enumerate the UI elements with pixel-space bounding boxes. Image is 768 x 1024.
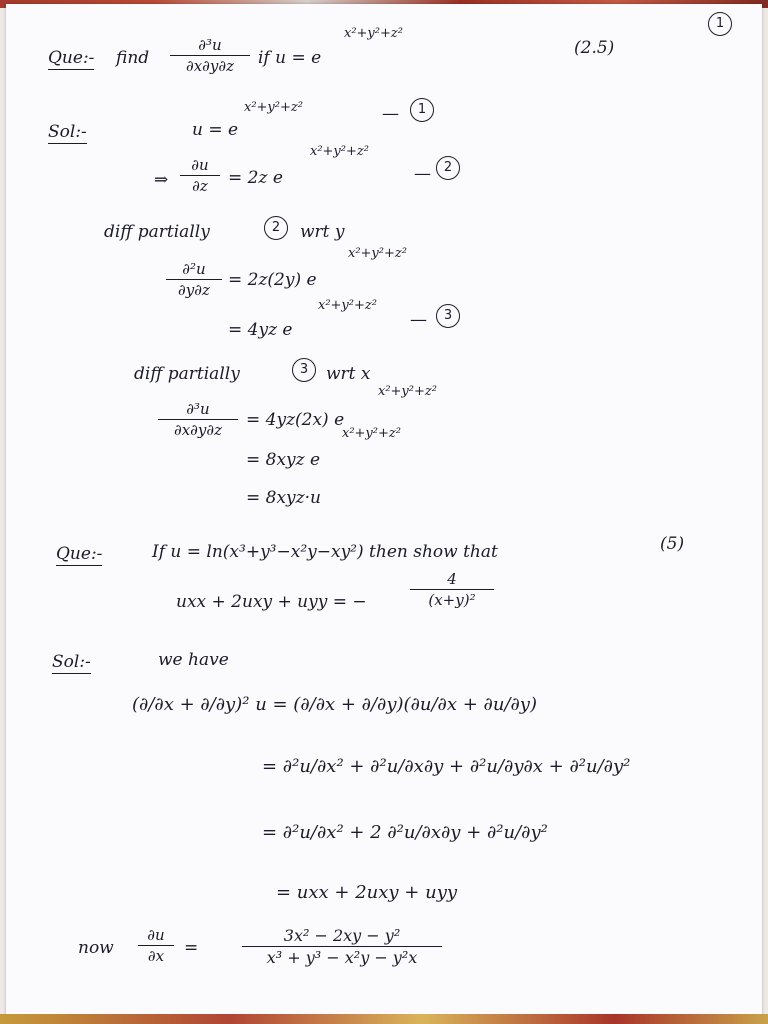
sol2-now-rhs-den: x³ + y³ − x²y − y²x bbox=[266, 948, 418, 967]
sol2-expand-1: = ∂²u/∂x² + ∂²u/∂x∂y + ∂²u/∂y∂x + ∂²u/∂y² bbox=[262, 756, 631, 777]
sol2-expand-2: = ∂²u/∂x² + 2 ∂²u/∂x∂y + ∂²u/∂y² bbox=[262, 822, 548, 843]
sol2-now-rhs-num: 3x² − 2xy − y² bbox=[242, 926, 442, 947]
sol1-diff1-tag: 2 bbox=[264, 216, 288, 240]
q1-label: Que:- bbox=[48, 48, 95, 68]
equation-tag-1: 1 bbox=[410, 98, 434, 122]
sol1-line2-num: ∂u bbox=[180, 156, 220, 176]
sol2-now-lhs bbox=[138, 926, 174, 965]
sol2-now-lhs-num: ∂u bbox=[138, 926, 174, 946]
sol1-diff2-text: diff partially bbox=[134, 364, 240, 384]
sol2-now-equals: = bbox=[184, 938, 199, 958]
sol1-line1-exponent: x²+y²+z² bbox=[244, 100, 303, 115]
sol1-diff2-wrt: wrt x bbox=[326, 364, 371, 384]
equation-tag-2: 2 bbox=[436, 156, 460, 180]
sol1-diff1-wrt: wrt y bbox=[300, 222, 345, 242]
sol1-line3-rhs: = 2z(2y) e bbox=[228, 270, 317, 290]
sol1-line3-den: ∂y∂z bbox=[178, 281, 210, 299]
q1-marks: (2.5) bbox=[574, 38, 615, 58]
sol1-line4: = 4yz e bbox=[228, 320, 293, 340]
sol1-line6: = 8xyz e bbox=[246, 450, 321, 470]
sol1-line5-rhs: = 4yz(2x) e bbox=[246, 410, 345, 430]
sol1-line2-lhs bbox=[180, 156, 220, 195]
background-bottom-edge bbox=[0, 1014, 768, 1024]
sol1-line1: u = e bbox=[192, 120, 239, 140]
sol1-line6-exponent: x²+y²+z² bbox=[342, 426, 401, 441]
sol1-line2-exponent: x²+y²+z² bbox=[310, 144, 369, 159]
sol1-line2-den: ∂z bbox=[192, 177, 208, 195]
sol1-diff1-text: diff partially bbox=[104, 222, 210, 242]
sol1-line5-exponent: x²+y²+z² bbox=[378, 384, 437, 399]
equation-tag-3: 3 bbox=[436, 304, 460, 328]
sol1-diff2-tag: 3 bbox=[292, 358, 316, 382]
sol1-implies: ⇒ bbox=[154, 170, 169, 190]
sol1-line7: = 8xyz·u bbox=[246, 488, 321, 508]
q2-label: Que:- bbox=[56, 544, 103, 564]
sol1-line2-rhs: = 2z e bbox=[228, 168, 283, 188]
sol1-label: Sol:- bbox=[48, 122, 87, 142]
sol2-now-rhs bbox=[242, 926, 442, 967]
q1-suffix: if u = e bbox=[258, 48, 322, 68]
sol2-now-lhs-den: ∂x bbox=[147, 947, 165, 965]
sol1-line3-exponent: x²+y²+z² bbox=[348, 246, 407, 261]
q2-rhs-den: (x+y)² bbox=[428, 591, 476, 609]
sol2-now-label: now bbox=[78, 938, 114, 958]
sol2-intro: we have bbox=[158, 650, 229, 670]
q2-rhs-fraction bbox=[410, 570, 494, 609]
sol1-line5-den: ∂x∂y∂z bbox=[173, 421, 223, 439]
sol1-line3-num: ∂²u bbox=[166, 260, 222, 280]
sol2-label: Sol:- bbox=[52, 652, 91, 672]
q1-frac-numerator: ∂³u bbox=[170, 36, 250, 56]
sol2-expand-3: = uxx + 2uxy + uyy bbox=[276, 882, 458, 903]
q1-derivative-fraction bbox=[170, 36, 250, 75]
q1-prefix: find bbox=[116, 48, 150, 68]
page-number: 1 bbox=[708, 12, 732, 36]
q2-text: If u = ln(x³+y³−x²y−xy²) then show that bbox=[152, 542, 498, 562]
sol1-line5-lhs bbox=[158, 400, 238, 439]
q2-marks: (5) bbox=[660, 534, 685, 554]
notebook-page: 1 Que:- find $\frac{\text{∂³u}}{\partial x\partial y\partial z}$ if u = e x²+y²+z² (2.5) Sol:- u = e x²+y²+z² — 1 ⇒ $\frac{\partial u}{\partial z}$ = 2z e x²+y²+z² — 2 diff partially 2 wrt y $\frac{\text{∂²u}}{\partial y\partial z}$ = 2z(2y) e x²+y²+z² = 4yz e x²+y²+z² — 3 diff partially 3 wrt x $\frac{\text{∂³u}}{\partial x\partial y\partial z}$ = 4yz(2x) e x²+y²+z² = 8xyz e x²+y²+z² = 8xyz·u Que:- If u = ln(x³+y³−x²y−xy²) then show that (5) uxx + 2uxy + uyy = − $\frac{4}{\text{(x+y)²}}$ Sol:- we have (∂/∂x + ∂/∂y)² u = (∂/∂x + ∂/∂y)(∂u/∂x + ∂u/∂y) = ∂²u/∂x² + ∂²u/∂x∂y + ∂²u/∂y∂x + ∂²u/∂y² = ∂²u/∂x² + 2 ∂²u/∂x∂y + ∂²u/∂y² = uxx + 2uxy + uyy now $\frac{\partial u}{\partial x}$ = $\frac{\text{3x² − 2xy − y²}}{\text{x³ + y³ − x²y − y²x}}$ bbox=[6, 4, 762, 1016]
q2-line2: uxx + 2uxy + uyy = − bbox=[176, 592, 367, 612]
sol2-operator-line: (∂/∂x + ∂/∂y)² u = (∂/∂x + ∂/∂y)(∂u/∂x + ∂u/∂y) bbox=[132, 694, 537, 715]
sol1-line3-lhs bbox=[166, 260, 222, 299]
q1-exponent: x²+y²+z² bbox=[344, 26, 403, 41]
q1-frac-denominator: ∂x∂y∂z bbox=[185, 57, 235, 75]
q2-rhs-num: 4 bbox=[410, 570, 494, 590]
sol1-line4-exponent: x²+y²+z² bbox=[318, 298, 377, 313]
sol1-line5-num: ∂³u bbox=[158, 400, 238, 420]
